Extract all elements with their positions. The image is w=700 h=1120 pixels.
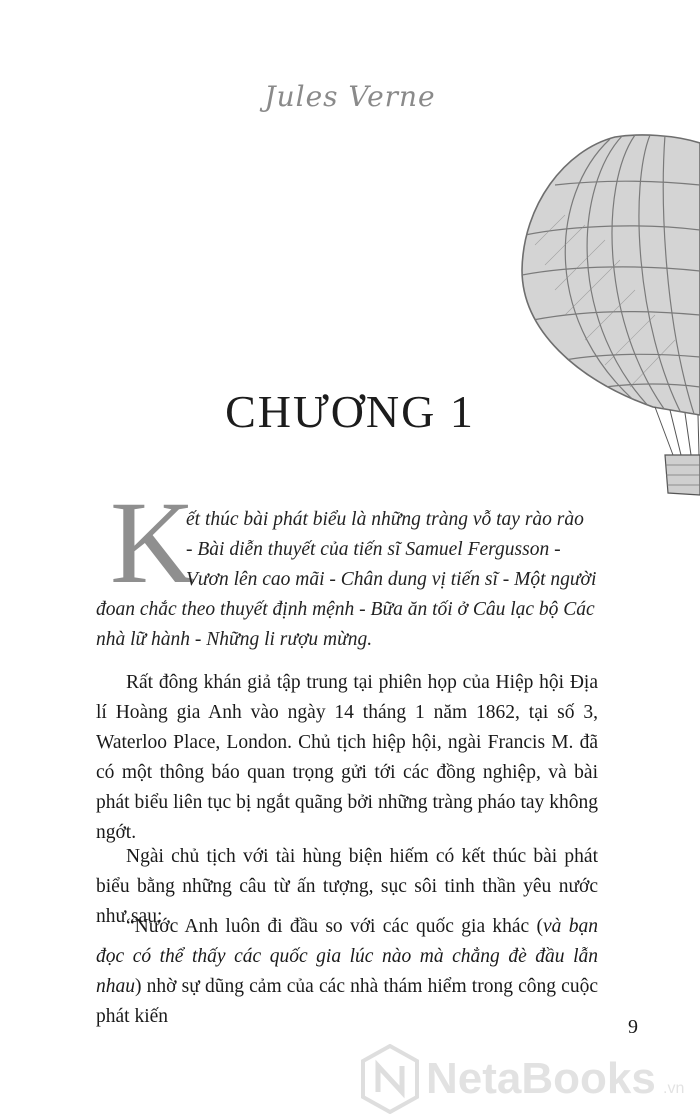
quote-start: “Nước Anh luôn đi đầu so với các quốc gia khác (: [126, 916, 544, 937]
drop-cap: K: [110, 477, 196, 608]
paragraph-text: Ngài chủ tịch với tài hùng biện hiếm có kết thúc bài phát biểu bằng những câu từ ấn tượng, sục sôi tinh thần yêu nước như sau:: [96, 846, 598, 927]
chapter-title: CHƯƠNG 1: [225, 386, 475, 437]
quote-aside: và bạn đọc có thể thấy các quốc gia lúc nào mà chẳng đè đầu lẫn nhau: [96, 916, 598, 997]
hot-air-balloon-illustration: [505, 125, 700, 525]
quote-end: ) nhờ sự dũng cảm của các nhà thám hiểm trong công cuộc phát kiến: [96, 976, 598, 1027]
paragraph-text: [96, 912, 598, 1032]
netabooks-logo-icon: [360, 1044, 420, 1114]
watermark: [358, 1040, 700, 1120]
summary-line: - Bài diễn thuyết của tiến sĩ Samuel Fergusson -: [186, 539, 561, 560]
paragraph-text: Rất đông khán giả tập trung tại phiên họp của Hiệp hội Địa lí Hoàng gia Anh vào ngày 14 tháng 1 năm 1862, tại số 3, Waterloo Place, London. Chủ tịch hiệp hội, ngài Francis M. đã có một thông báo quan trọng gửi tới các đồng nghiệp, và bài phát biểu liên tục bị ngắt quãng bởi những tràng pháo tay không ngớt.: [96, 672, 598, 843]
watermark-suffix: .vn: [663, 1080, 685, 1097]
summary-line: nhà lữ hành - Những li rượu mừng.: [96, 629, 373, 650]
body-paragraph-1: [96, 668, 598, 848]
summary-line: ết thúc bài phát biểu là những tràng vỗ tay rào rào: [186, 509, 584, 530]
body-paragraph-3: [96, 912, 598, 1032]
summary-line: Vươn lên cao mãi - Chân dung vị tiến sĩ - Một người: [186, 569, 597, 590]
page-number: 9: [628, 1016, 638, 1038]
watermark-brand: NetaBooks: [426, 1054, 656, 1103]
summary-line: đoan chắc theo thuyết định mệnh - Bữa ăn tối ở Câu lạc bộ Các: [96, 599, 595, 620]
running-header: Jules Verne: [264, 80, 436, 113]
